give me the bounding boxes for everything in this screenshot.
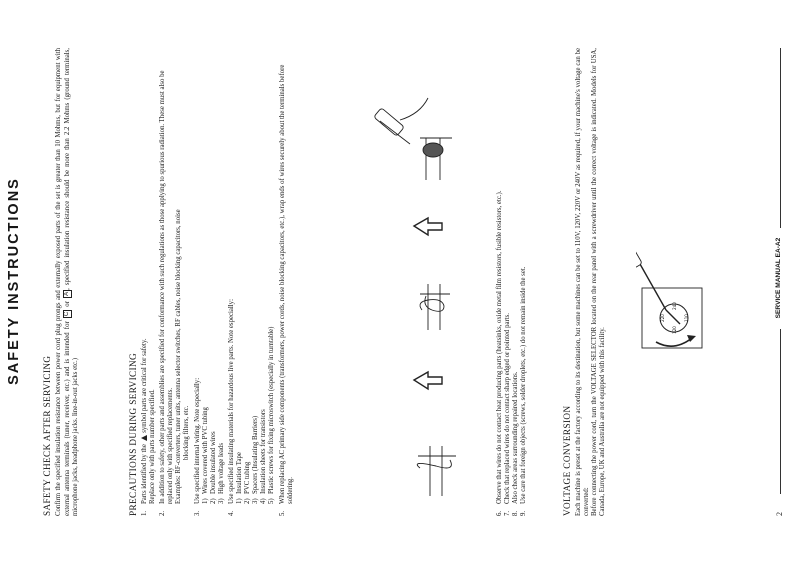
item-number: 3.: [193, 510, 201, 516]
class-c-box: C: [64, 311, 71, 317]
item-4-sublist: [236, 48, 276, 516]
item-text: Check that replaced wires do not contact sharp edged or pointed parts.: [504, 312, 512, 504]
item-examples: Examples: RF-converters, tuner units, antenna selector switches, RF cables, noise blocking capacitors, noise: [175, 209, 183, 504]
item-text: Parts identified by the: [141, 444, 148, 504]
sub-item: [218, 48, 226, 504]
sub-text: Wires covered with PVC tubing: [201, 407, 209, 494]
sub-number: 2): [244, 498, 252, 504]
item-number: 1.: [141, 510, 148, 516]
safety-check-text-1: Confirm the specified insulation resistance between power cord plug prongs and externally exposed parts of the set is greater than 10 Mohms, but for equipment with external antenna terminals (tuner, receiver, etc.) and is intended for: [55, 48, 71, 516]
precaution-item-4: [228, 48, 236, 516]
item-number: 5.: [278, 510, 286, 516]
precautions-section: [128, 48, 295, 516]
sub-item: [244, 48, 252, 504]
precaution-item-8: [512, 48, 520, 516]
sub-item: [236, 48, 244, 504]
precaution-item-6: [496, 48, 504, 516]
item-number: 7.: [504, 510, 512, 516]
sub-number: 2): [209, 498, 217, 504]
sub-item: [252, 48, 260, 504]
precautions-list: [141, 48, 295, 516]
precaution-item-3: [194, 48, 202, 516]
precaution-item-1: [141, 48, 157, 516]
sub-text: Insulation Tape: [236, 452, 244, 494]
sub-number: 4): [260, 498, 268, 504]
precautions-list-continued: [496, 48, 528, 516]
soldering-iron-illustration: [374, 98, 452, 180]
arrow-icon: [414, 372, 442, 389]
item-text: Also check areas surrounding repaired locations.: [512, 371, 520, 504]
precaution-item-2: [159, 48, 191, 516]
dial-label-120: 120: [672, 326, 677, 334]
sub-number: 1): [201, 498, 209, 504]
sub-item: [268, 48, 276, 504]
sub-item: [210, 48, 218, 504]
sub-text: Plastic screws for fixing microswitch (especially in turntable): [268, 326, 276, 494]
item-number: 4.: [227, 510, 235, 516]
item-text: Use specified internal wiring. Note especially:: [193, 377, 201, 504]
item-number: 9.: [520, 510, 528, 516]
wrapped-wire-illustration: [420, 284, 450, 330]
class-a-box: A: [64, 291, 71, 296]
item-text: Use specified insulating materials for hazardous live parts. Note especially:: [227, 299, 235, 504]
precautions-heading: PRECAUTIONS DURING SERVICING: [128, 352, 138, 516]
item-text: In addition to safety, other parts and assemblies are specified for conformance with such regulations as those applying to spurious radiation. These must also be replaced only with specified replacements.: [159, 70, 175, 504]
page-number: 2: [775, 512, 784, 516]
item-number: 6.: [496, 510, 503, 516]
safety-check-body: [55, 48, 80, 516]
precautions-continued: [496, 48, 528, 516]
straight-wire-illustration: [417, 446, 456, 496]
voltage-heading: VOLTAGE CONVERSION: [562, 405, 572, 516]
page-title: SAFETY INSTRUCTIONS: [6, 177, 22, 385]
sub-item: [260, 48, 268, 504]
dial-label-110: 110: [684, 314, 689, 322]
dial-label-220: 220: [660, 314, 665, 322]
sub-item: [202, 48, 210, 504]
page-footer: [775, 48, 785, 516]
precaution-item-7: [504, 48, 512, 516]
item-text: symbol parts are critical for safety.: [141, 338, 148, 433]
sub-number: 3): [217, 498, 225, 504]
safety-check-section: [42, 48, 80, 516]
wire-wrapping-figure: [370, 56, 496, 516]
precaution-item-5: [279, 48, 295, 516]
sub-number: 1): [236, 498, 244, 504]
safety-check-text-2: or: [63, 301, 71, 307]
item-text: Observe that wires do not contact heat producing parts (heatsinks, oxide metal film resistors, fusible resistors, etc.).: [496, 190, 503, 504]
arrow-icon: [414, 218, 442, 235]
safety-check-text-3: , specified insulation resistance should be more than 2.2 Mohms (ground terminals, microphone jacks, headphone jacks. line-in-out jacks etc.): [63, 47, 79, 516]
item-text: Replace only with parts number specified.: [149, 389, 157, 504]
voltage-body-1: Each machine is preset at the factory according to its destination, but some machines can be set to 110V, 120V, 220V or 240V as required, if your machine's voltage can be converted:: [575, 48, 591, 516]
sub-text: Insulation sheets for transistors: [260, 409, 268, 494]
footer-rule-left: [780, 329, 781, 494]
warning-triangle-icon: [141, 435, 147, 441]
item-number: 8.: [512, 510, 520, 516]
sub-number: 5): [268, 498, 276, 504]
screwdriver-icon: [636, 236, 666, 310]
item-examples-cont: blocking filters, etc.: [183, 405, 191, 460]
precaution-item-9: [520, 48, 528, 516]
item-text: When replacing AC primary side components (transformers, power cords, noise blocking capacitors, etc.), wrap ends of wires securely about the terminals before soldering.: [278, 64, 294, 504]
footer-label: SERVICE MANUAL EA-A2: [775, 237, 782, 319]
item-text: Use care that foreign objects (screws, solder droplets, etc.) do not remain inside the set.: [520, 266, 528, 504]
voltage-body-2: Before connecting the power cord, turn the VOLTAGE SELECTOR located on the rear panel with a screwdriver until the correct voltage is indicated. Models for USA, Canada, Europe, UK and Australia are not equipped with this facility.: [591, 48, 607, 516]
dial-label-240: 240: [672, 302, 677, 310]
voltage-section: [562, 48, 607, 516]
safety-check-heading: SAFETY CHECK AFTER SERVICING: [42, 355, 52, 516]
voltage-selector-figure: [636, 192, 708, 362]
rotation-arrow-icon: [656, 338, 692, 346]
sub-number: 3): [252, 498, 260, 504]
footer-rule-right: [780, 48, 781, 228]
item-number: 2.: [159, 510, 167, 516]
sub-text: Spacers (Insulating Barriers): [252, 415, 260, 494]
sub-text: Double insulated wires: [209, 431, 217, 494]
item-3-sublist: [202, 48, 226, 516]
sub-text: High voltage leads: [217, 443, 225, 494]
sub-text: PVC tubing: [244, 461, 252, 494]
